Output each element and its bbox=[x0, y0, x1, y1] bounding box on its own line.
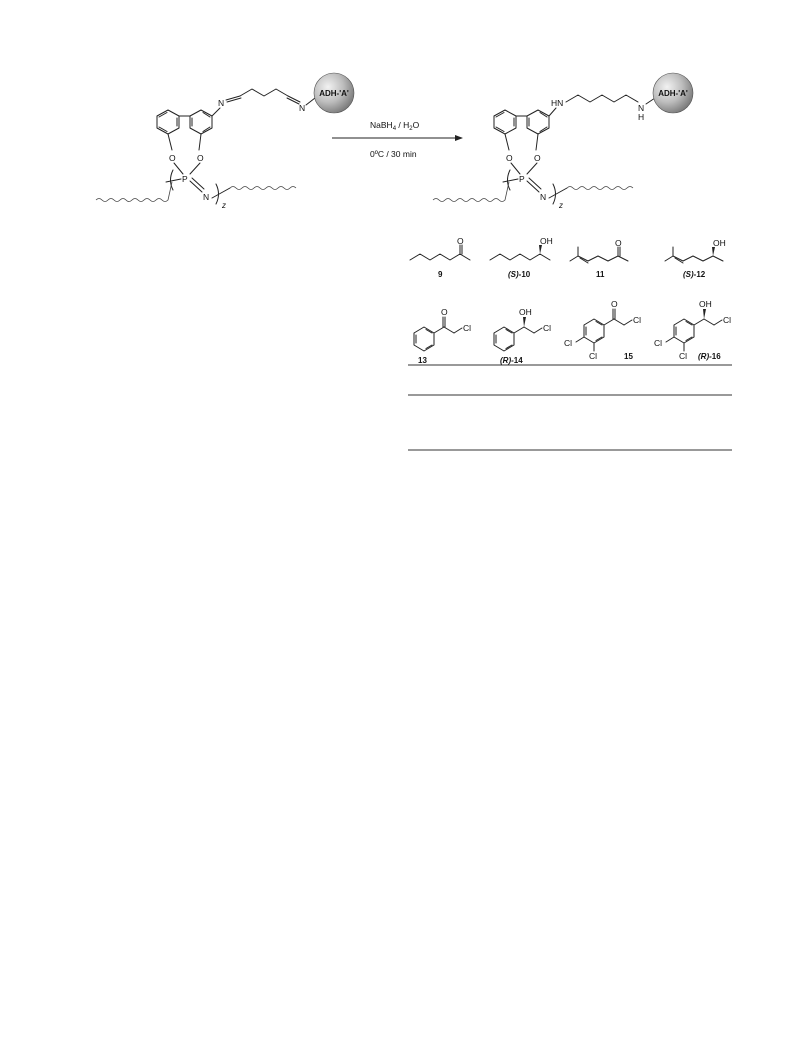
repeat-index-product: z bbox=[559, 201, 563, 210]
oxygen-atom-left-product: O bbox=[506, 153, 513, 163]
compound-label-11: 11 bbox=[596, 270, 605, 279]
hydroxyl-14: OH bbox=[519, 307, 532, 317]
compound-14-structure bbox=[494, 307, 551, 365]
compound-panel bbox=[400, 225, 740, 465]
ketone-oxygen-9: O bbox=[457, 236, 464, 246]
imine-nitrogen-left: N bbox=[218, 98, 225, 108]
imine-nitrogen-right: N bbox=[299, 103, 306, 113]
chloro-ring-15a: Cl bbox=[564, 338, 573, 348]
oxygen-atom-right-product: O bbox=[534, 153, 541, 163]
compound-16-structure bbox=[654, 299, 731, 361]
compound-10-structure bbox=[490, 236, 553, 279]
amine-n-right: N bbox=[638, 103, 645, 113]
hydroxyl-10: OH bbox=[540, 236, 553, 246]
hydroxyl-16: OH bbox=[699, 299, 712, 309]
oxygen-atom-left: O bbox=[169, 153, 176, 163]
compound-label-15: 15 bbox=[624, 352, 633, 361]
nitrogen-atom-backbone-product: N bbox=[540, 192, 547, 202]
enzyme-label-right: ADH-'A' bbox=[658, 89, 688, 98]
compound-label-14: (R)-14 bbox=[500, 356, 523, 365]
chloro-15: Cl bbox=[633, 315, 642, 325]
chloro-14: Cl bbox=[543, 323, 552, 333]
nitrogen-atom-backbone: N bbox=[203, 192, 210, 202]
phosphorus-atom: P bbox=[182, 174, 188, 184]
amine-nh-left: HN bbox=[551, 98, 564, 108]
compound-12-structure bbox=[665, 238, 726, 279]
chloro-ring-15b: Cl bbox=[589, 351, 598, 361]
phosphorus-atom-product: P bbox=[519, 174, 525, 184]
enzyme-label-left: ADH-'A' bbox=[319, 89, 349, 98]
compound-11-structure bbox=[570, 238, 628, 279]
compound-9-structure bbox=[410, 236, 470, 279]
compound-15-structure bbox=[564, 299, 641, 361]
amine-h-right: H bbox=[638, 112, 645, 122]
compound-13-structure bbox=[414, 307, 471, 365]
reaction-arrow-group bbox=[332, 120, 462, 159]
ketone-oxygen-15: O bbox=[611, 299, 618, 309]
compound-label-10: (S)-10 bbox=[508, 270, 531, 279]
compound-label-12: (S)-12 bbox=[683, 270, 706, 279]
reaction-scheme bbox=[0, 0, 785, 230]
chloro-ring-16a: Cl bbox=[654, 338, 663, 348]
hydroxyl-12: OH bbox=[713, 238, 726, 248]
reagent-label: NaBH$_4$ / $H_2O$ bbox=[370, 120, 420, 132]
ketone-oxygen-11: O bbox=[615, 238, 622, 248]
ketone-oxygen-13: O bbox=[441, 307, 448, 317]
product-amine-structure bbox=[433, 73, 693, 210]
repeat-index: z bbox=[222, 201, 226, 210]
chloro-13: Cl bbox=[463, 323, 472, 333]
chloro-ring-16b: Cl bbox=[679, 351, 688, 361]
compound-label-16: (R)-16 bbox=[698, 352, 721, 361]
compound-label-9: 9 bbox=[438, 270, 443, 279]
chloro-16: Cl bbox=[723, 315, 732, 325]
conditions-label: 0ºC / 30 min bbox=[370, 149, 417, 159]
compound-label-13: 13 bbox=[418, 356, 427, 365]
oxygen-atom-right: O bbox=[197, 153, 204, 163]
reactant-imine-structure bbox=[96, 73, 354, 210]
